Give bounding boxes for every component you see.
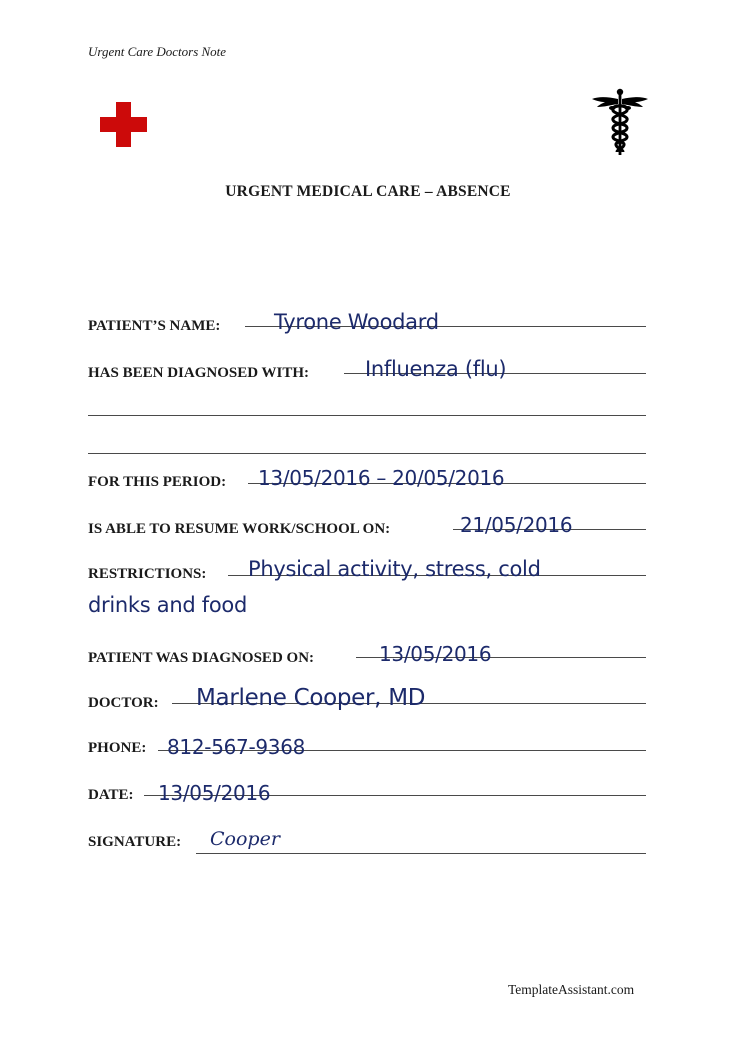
period-field <box>88 466 646 496</box>
phone-value: 812-567-9368 <box>167 735 306 759</box>
period-value: 13/05/2016 – 20/05/2016 <box>258 466 505 490</box>
signature-field <box>88 828 646 858</box>
diagnosis-field <box>88 357 646 387</box>
restrictions-field <box>88 557 646 627</box>
doctor-label: DOCTOR: <box>88 695 159 711</box>
red-cross-icon <box>100 102 147 147</box>
patient-name-value: Tyrone Woodard <box>274 310 439 334</box>
restrictions-value-line2: drinks and food <box>88 593 247 617</box>
doctor-field <box>88 685 646 717</box>
diagnosed-on-label: PATIENT WAS DIAGNOSED ON: <box>88 650 315 666</box>
diagnosis-label: HAS BEEN DIAGNOSED WITH: <box>88 365 310 381</box>
blank-line-2 <box>88 453 646 454</box>
phone-field <box>88 735 646 765</box>
date-value: 13/05/2016 <box>158 781 271 805</box>
signature-label: SIGNATURE: <box>88 834 182 850</box>
caduceus-icon <box>591 87 649 157</box>
signature-line <box>196 853 646 854</box>
diagnosis-value: Influenza (flu) <box>365 357 507 381</box>
doctor-value: Marlene Cooper, MD <box>196 685 426 711</box>
patient-name-label: PATIENT’S NAME: <box>88 318 221 334</box>
header-note: Urgent Care Doctors Note <box>88 44 227 59</box>
restrictions-value-line1: Physical activity, stress, cold <box>248 557 541 581</box>
resume-label: IS ABLE TO RESUME WORK/SCHOOL ON: <box>88 521 391 537</box>
footer-site: TemplateAssistant.com <box>508 982 635 997</box>
document-title: URGENT MEDICAL CARE – ABSENCE <box>225 183 511 200</box>
date-label: DATE: <box>88 787 134 803</box>
resume-value: 21/05/2016 <box>460 513 573 537</box>
signature-value: Cooper <box>210 828 280 850</box>
resume-field <box>88 513 646 543</box>
period-label: FOR THIS PERIOD: <box>88 474 227 490</box>
diagnosed-on-field <box>88 642 646 672</box>
diagnosed-on-value: 13/05/2016 <box>379 642 492 666</box>
date-field <box>88 781 646 811</box>
restrictions-label: RESTRICTIONS: <box>88 566 207 582</box>
blank-line-1 <box>88 415 646 416</box>
phone-label: PHONE: <box>88 740 147 756</box>
patient-name-field <box>88 310 646 340</box>
